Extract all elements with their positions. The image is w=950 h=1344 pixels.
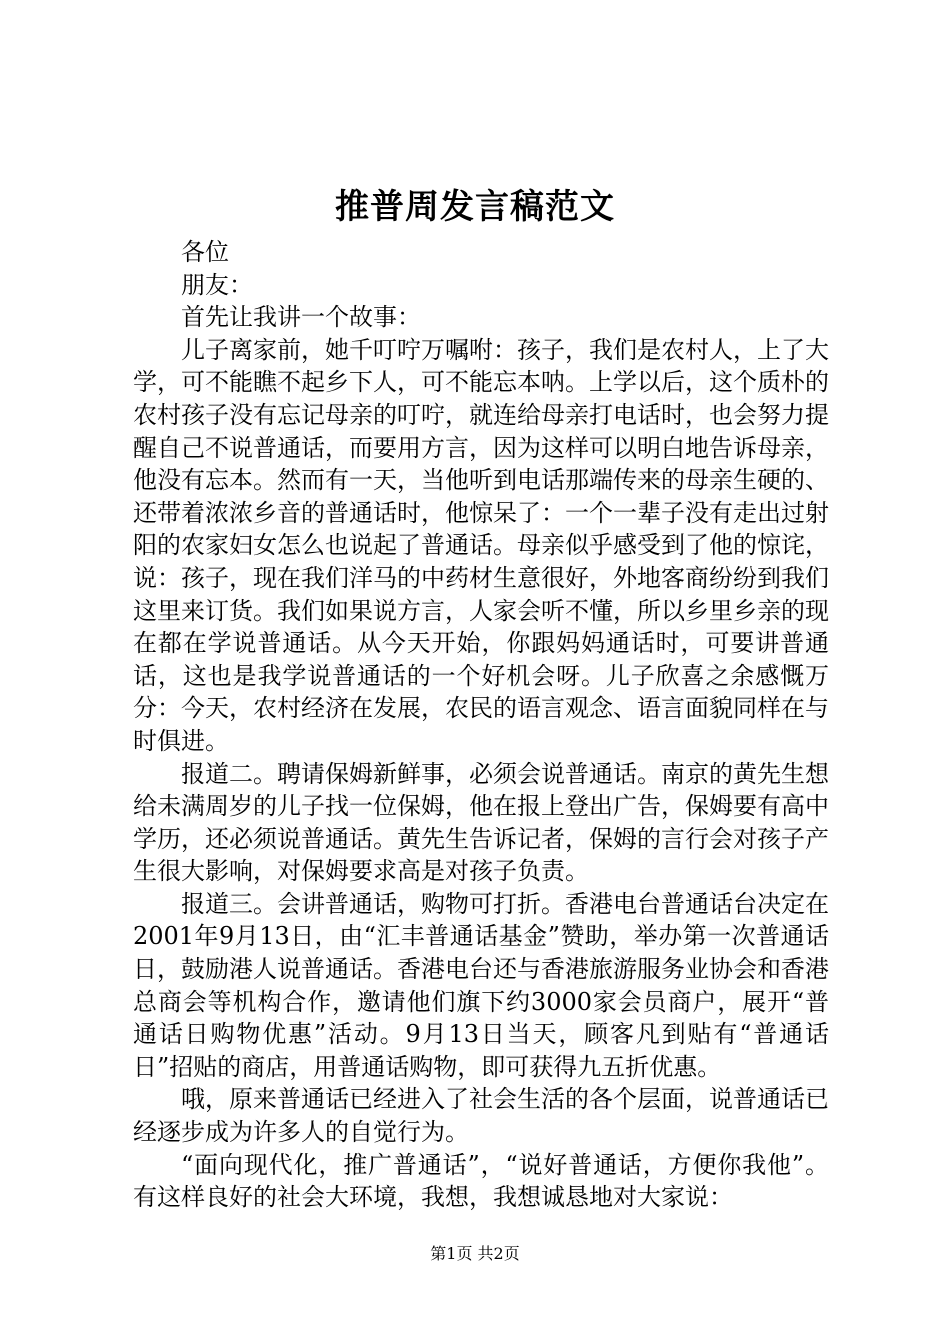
paragraph-slogans: “面向现代化，推广普通话”，“说好普通话，方便你我他”。有这样良好的社会大环境，我想，我想诚恳地对大家说：	[133, 1150, 829, 1212]
paragraph-salutation-1: 各位	[181, 238, 229, 266]
paragraph-intro: 首先让我讲一个故事：	[181, 303, 421, 332]
paragraph-story: 儿子离家前，她千叮咛万嘱咐：孩子，我们是农村人，上了大学，可不能瞧不起乡下人，可不能忘本呐。上学以后，这个质朴的农村孩子没有忘记母亲的叮咛，就连给母亲打电话时，也会努力提醒自己不说普通话，而要用方言，因为这样可以明白地告诉母亲，他没有忘本。然而有一天，当他听到电话那端传来的母亲生硬的、还带着浓浓乡音的普通话时，他惊呆了：一个一辈子没有走出过射阳的农家妇女怎么也说起了普通话。母亲似乎感受到了他的惊诧，说：孩子，现在我们洋马的中药材生意很好，外地客商纷纷到我们这里来订货。我们如果说方言，人家会听不懂，所以乡里乡亲的现在都在学说普通话。从今天开始，你跟妈妈通话时，可要讲普通话，这也是我学说普通话的一个好机会呀。儿子欣喜之余感慨万分：今天，农村经济在发展，农民的语言观念、语言面貌同样在与时俱进。	[133, 335, 829, 755]
page-footer: 第1页 共2页	[430, 1244, 520, 1263]
paragraph-report-3: 报道三。会讲普通话，购物可打折。香港电台普通话台决定在2001年9月13日，由“汇丰普通话基金”赞助，举办第一次普通话日，鼓励港人说普通话。香港电台还与香港旅游服务业协会和香港总商会等机构合作，邀请他们旗下约3000家会员商户，展开“普通话日购物优惠”活动。9月13日当天，顾客凡到贴有“普通话日”招贴的商店，用普通话购物，即可获得九五折优惠。	[133, 889, 829, 1081]
paragraph-salutation-2: 朋友：	[181, 270, 253, 299]
document-body	[133, 236, 829, 1214]
paragraph-reflection: 哦，原来普通话已经进入了社会生活的各个层面，说普通话已经逐步成为许多人的自觉行为。	[133, 1085, 829, 1147]
paragraph-report-2: 报道二。聘请保姆新鲜事，必须会说普通话。南京的黄先生想给未满周岁的儿子找一位保姆，他在报上登出广告，保姆要有高中学历，还必须说普通话。黄先生告诉记者，保姆的言行会对孩子产生很大影响，对保姆要求高是对孩子负责。	[133, 759, 829, 886]
document-title: 推普周发言稿范文	[335, 187, 615, 227]
